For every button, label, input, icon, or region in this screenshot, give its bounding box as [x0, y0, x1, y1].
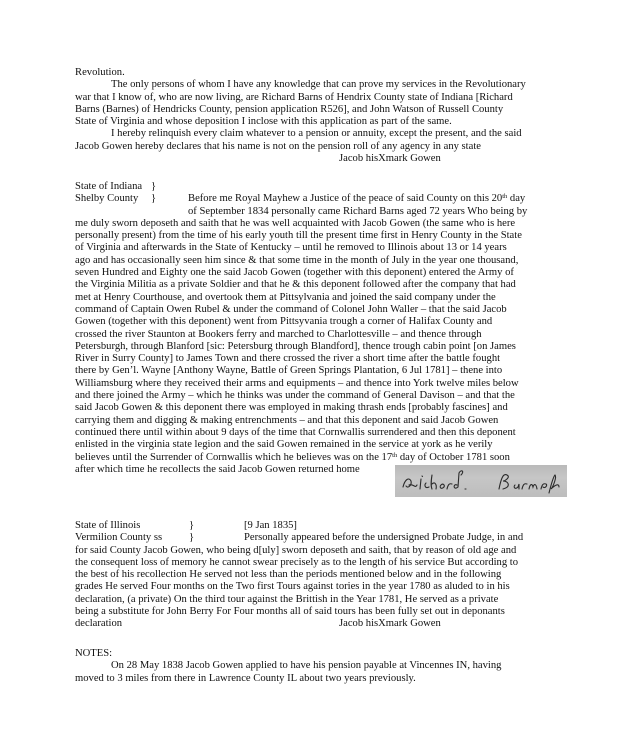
text-line: State of Virginia and whose deposition I inclose with this application as part of the same. — [75, 116, 452, 128]
text-line: Barns (Barnes) of Hendricks County, pension application R526], and John Watson of Russell County — [75, 103, 504, 115]
venue-county: Vermilion County ss — [75, 532, 163, 544]
text-line: Gowen (together with this deponent) went from Pittsyvania trough a corner of Halifax County and — [75, 316, 493, 328]
signature-line: Jacob hisXmark Gowen — [339, 153, 441, 165]
venue-county: Shelby County — [75, 193, 139, 205]
venue-header — [75, 193, 569, 205]
text-line: for said County Jacob Gowen, who being d[uly] sworn deposeth and saith, that by reason of old age and — [75, 544, 517, 556]
text-line: Petersburgh, through Blanford [sic: Petersburg through Blandford], thence trough cabin point [on James — [75, 340, 516, 352]
venue-brace: } — [189, 520, 195, 531]
text-line: and there joined the Army – which he thinks was under the command of General Davison – and that the — [75, 390, 515, 402]
venue-state: State of Indiana — [75, 181, 143, 192]
handwritten-signature-image — [395, 465, 567, 497]
text-line: Jacob Gowen hereby declares that his name is not on the pension roll of any agency in any state — [75, 140, 481, 152]
text-line: declaration, (a private) On the third tour against the Brittish in the Year 1781, He served as a private — [75, 593, 499, 605]
text-line: On 28 May 1838 Jacob Gowen applied to have his pension payable at Vincennes IN, having — [111, 660, 502, 672]
text-line: the Virginia Militia as a private Soldier and that he & this deponent followed after the company that had — [75, 279, 516, 291]
text-line: ago and has occasionally seen him since & that some time in the month of July in the year one thousand, — [75, 254, 519, 266]
text-line: believes until the Surrender of Cornwallis which he believes was on the 17th day of October 1781 soon — [75, 451, 510, 463]
text-line: enlisted in the virginia state legion and the said Gowen remained in the service at york as he verily — [75, 439, 493, 451]
text-line: Personally appeared before the undersigned Probate Judge, in and — [244, 532, 524, 544]
text-line: me duly sworn deposeth and saith that he was well acquainted with Jacob Gowen (the same who is here — [75, 217, 516, 229]
notes-section — [75, 648, 569, 685]
signature-row — [75, 618, 569, 630]
text-line: the consequent loss of memory he cannot swear precisely as to the length of his service But according to — [75, 556, 519, 568]
venue-brace: } — [151, 181, 157, 192]
venue-header — [75, 532, 569, 544]
signature-line: Jacob hisXmark Gowen — [339, 618, 441, 630]
venue-brace: } — [151, 193, 157, 205]
text-line: war that I know of, who are now living, are Richard Barns of Hendrix County state of Indiana [Richard — [75, 91, 513, 103]
text-line: of September 1834 personally came Richard Barns aged 72 years Who being by — [188, 205, 528, 217]
venue-header — [75, 181, 569, 193]
text-line: the best of his recollection He served not less than the periods mentioned below and in the following — [75, 569, 502, 581]
text-line: of Virginia and afterwards in the State of Kentucky – until he removed to Illinois about 13 or 14 years — [75, 242, 507, 254]
signature-scribble-icon — [395, 465, 567, 497]
barns-deposition — [75, 181, 569, 476]
text-line: carrying them and digging & making entrenchments – and that this deponent and said Jacob Gowen — [75, 414, 499, 426]
text-line: being a substitute for John Berry For Four months all of said tours has been fully set out in deponants — [75, 606, 505, 618]
text-line: moved to 3 miles from there in Lawrence County IL about two years previously. — [75, 672, 416, 684]
text-line: command of Captain Owen Rubel & under the command of Colonel John Waller – that the said Jacob — [75, 303, 507, 315]
deposition-date: [9 Jan 1835] — [244, 520, 297, 531]
text-line: there by Gen’l. Wayne [Anthony Wayne, Battle of Green Springs Plantation, 6 Jul 1781] – thene into — [75, 365, 503, 377]
text-line: Williamsburg where they received their arms and equipments – and thence into York twelve miles below — [75, 377, 519, 389]
text-line: Before me Royal Mayhew a Justice of the peace of said County on this 20th day — [188, 193, 526, 205]
venue-brace: } — [189, 532, 195, 544]
venue-state: State of Illinois — [75, 520, 141, 531]
text-line: declaration — [75, 618, 123, 630]
text-line: River in Surry County] to James Town and there crossed the river a short time after the battle fought — [75, 353, 501, 365]
text-line: personally present) from the time of his early youth till the present time first in Henry County in the State — [75, 230, 522, 242]
text-line: met at Henry Courthouse, and overtook them at Pittsylvania and joined the said company under the — [75, 291, 496, 303]
text-line: crossed the river Staunton at Bookers ferry and marched to Charlottesville – and thence through — [75, 328, 482, 340]
text-line: grades He served Four months on the Two first Tours against tories in the year 1780 as aluded to in his — [75, 581, 510, 593]
text-line: after which time he recollects the said Jacob Gowen returned home — [75, 463, 360, 475]
text-line: said Jacob Gowen & this deponent there was employed in making thrash ends [probably fascines] and — [75, 402, 508, 414]
notes-heading: NOTES: — [75, 648, 113, 659]
gowen-deposition — [75, 520, 569, 631]
text-line: Revolution. — [75, 67, 125, 78]
text-line: I hereby relinquish every claim whatever to a pension or annuity, except the present, and the said — [111, 128, 522, 140]
venue-header — [75, 520, 569, 532]
text-line: The only persons of whom I have any knowledge that can prove my services in the Revolutionary — [111, 79, 526, 91]
text-line: continued there until within about 9 days of the time that Cornwallis surrendered and then this deponent — [75, 426, 516, 438]
declaration-continuation — [75, 67, 569, 165]
text-line: seven Hundred and Eighty one the said Jacob Gowen (together with this deponent) entered the Army of — [75, 267, 514, 279]
